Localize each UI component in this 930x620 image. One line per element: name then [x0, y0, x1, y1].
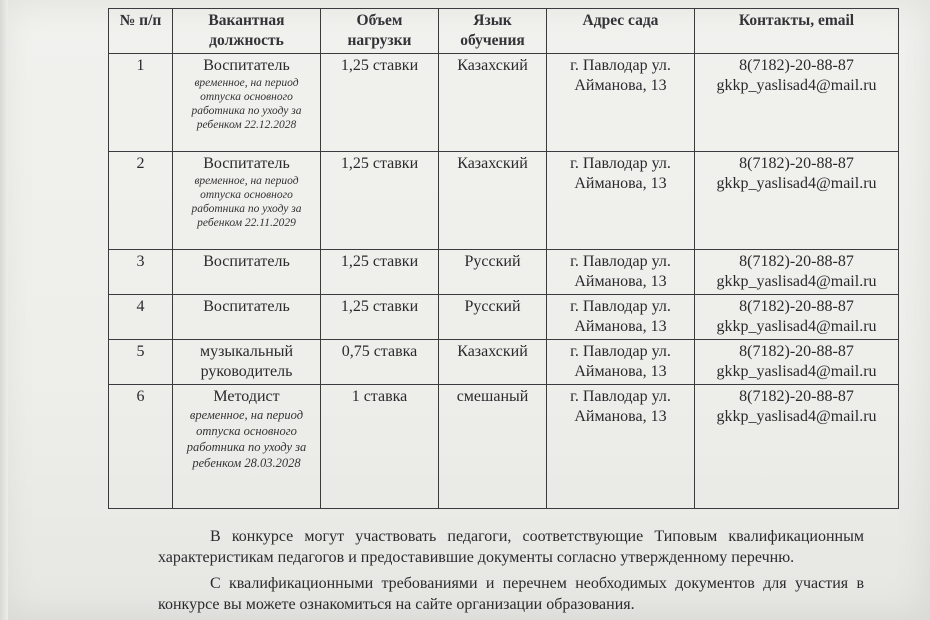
cell-load: 0,75 ставка [321, 340, 439, 385]
cell-address: г. Павлодар ул. Айманова, 13 [547, 250, 695, 295]
position-note: временное, на период отпуска основного работника по уходу за ребенком 28.03.2028 [186, 408, 307, 470]
cell-address: г. Павлодар ул. Айманова, 13 [547, 152, 695, 250]
position-title: Воспитатель [203, 298, 290, 315]
cell-num: 4 [109, 295, 173, 340]
cell-language: Русский [439, 250, 547, 295]
cell-position [173, 340, 321, 385]
contact-email[interactable]: gkkp_yaslisad4@mail.ru [716, 363, 877, 380]
contact-phone: 8(7182)-20-88-87 [739, 57, 854, 74]
cell-load: 1,25 ставки [321, 295, 439, 340]
cell-num: 5 [109, 340, 173, 385]
cell-load: 1,25 ставки [321, 54, 439, 152]
cell-language: Казахский [439, 54, 547, 152]
position-title: Воспитатель [203, 253, 290, 270]
position-title: Воспитатель [203, 155, 290, 172]
table-header-row [109, 9, 899, 54]
cell-address: г. Павлодар ул. Айманова, 13 [547, 385, 695, 509]
contact-phone: 8(7182)-20-88-87 [739, 253, 854, 270]
cell-address: г. Павлодар ул. Айманова, 13 [547, 340, 695, 385]
cell-num: 1 [109, 54, 173, 152]
vacancies-table [108, 8, 899, 509]
header-position: Вакантная должность [173, 9, 321, 54]
position-title: Воспитатель [203, 57, 290, 74]
cell-num: 3 [109, 250, 173, 295]
cell-contacts [695, 295, 899, 340]
cell-contacts [695, 54, 899, 152]
page-edge [0, 0, 8, 620]
contact-phone: 8(7182)-20-88-87 [739, 298, 854, 315]
contact-email[interactable]: gkkp_yaslisad4@mail.ru [716, 77, 877, 94]
cell-position [173, 152, 321, 250]
cell-language: Казахский [439, 340, 547, 385]
position-note: временное, на период отпуска основного работника по уходу за ребенком 22.12.2028 [191, 77, 302, 131]
paragraph-eligibility: В конкурсе могут участвовать педагоги, соответствующие Типовым квалификационным характеристикам педагогов и предоставившие документы согласно утвержденному перечню. [158, 528, 864, 566]
header-contacts: Контакты, email [695, 9, 899, 54]
table-row [109, 295, 899, 340]
cell-num: 6 [109, 385, 173, 509]
cell-load: 1,25 ставки [321, 152, 439, 250]
table-row [109, 250, 899, 295]
cell-num: 2 [109, 152, 173, 250]
header-num: № п/п [109, 9, 173, 54]
contact-email[interactable]: gkkp_yaslisad4@mail.ru [716, 318, 877, 335]
table-row [109, 340, 899, 385]
header-language: Язык обучения [439, 9, 547, 54]
cell-language: смешаный [439, 385, 547, 509]
cell-position [173, 54, 321, 152]
contact-phone: 8(7182)-20-88-87 [739, 343, 854, 360]
contact-phone: 8(7182)-20-88-87 [739, 155, 854, 172]
cell-language: Русский [439, 295, 547, 340]
cell-contacts [695, 152, 899, 250]
cell-contacts [695, 385, 899, 509]
cell-position [173, 250, 321, 295]
cell-position [173, 385, 321, 509]
paragraph-requirements: С квалификационными требованиями и перечнем необходимых документов для участия в конкурсе вы можете ознакомиться на сайте организации образования. [158, 575, 864, 613]
cell-contacts [695, 250, 899, 295]
contact-phone: 8(7182)-20-88-87 [739, 388, 854, 405]
cell-language: Казахский [439, 152, 547, 250]
body-text [158, 526, 864, 615]
table-row [109, 54, 899, 152]
table-row [109, 152, 899, 250]
cell-load: 1 ставка [321, 385, 439, 509]
cell-position [173, 295, 321, 340]
position-title: Методист [213, 388, 280, 405]
cell-load: 1,25 ставки [321, 250, 439, 295]
contact-email[interactable]: gkkp_yaslisad4@mail.ru [716, 273, 877, 290]
position-note: временное, на период отпуска основного работника по уходу за ребенком 22.11.2029 [191, 175, 302, 229]
contact-email[interactable]: gkkp_yaslisad4@mail.ru [716, 175, 877, 192]
cell-contacts [695, 340, 899, 385]
cell-address: г. Павлодар ул. Айманова, 13 [547, 295, 695, 340]
table-row [109, 385, 899, 509]
header-address: Адрес сада [547, 9, 695, 54]
cell-address: г. Павлодар ул. Айманова, 13 [547, 54, 695, 152]
contact-email[interactable]: gkkp_yaslisad4@mail.ru [716, 408, 877, 425]
header-load: Объем нагрузки [321, 9, 439, 54]
position-title: музыкальный руководитель [199, 343, 294, 380]
